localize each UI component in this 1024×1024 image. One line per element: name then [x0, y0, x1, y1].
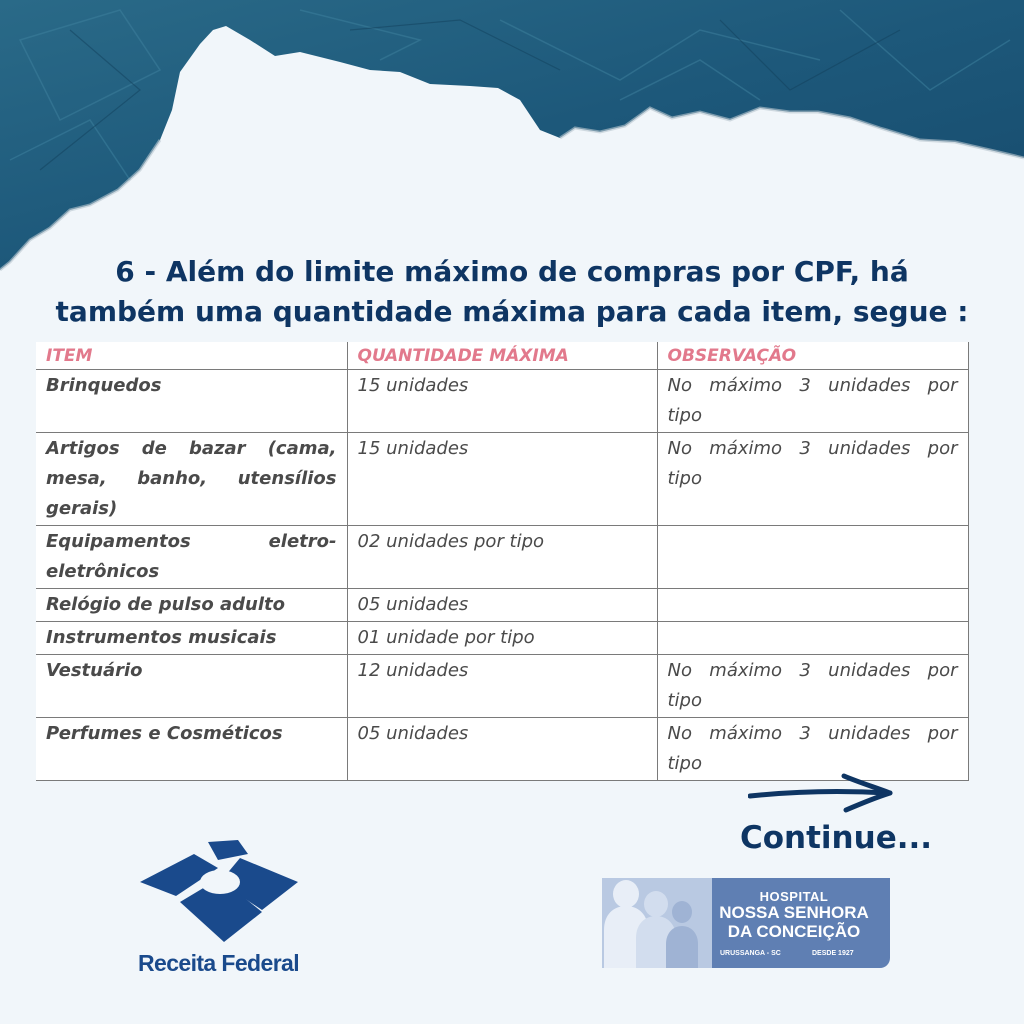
table-header-row [36, 342, 968, 370]
observacao-cell: No máximo 3 unidades por tipo [657, 718, 968, 781]
observacao-cell [657, 526, 968, 589]
item-limits-table-container [36, 342, 968, 781]
item-cell: Brinquedos [36, 370, 347, 433]
hospital-logo-line-3: DA CONCEIÇÃO [727, 922, 861, 941]
people-icon [602, 878, 712, 968]
hospital-logo-city: URUSSANGA - SC [720, 950, 781, 957]
item-cell: Vestuário [36, 655, 347, 718]
quantidade-cell: 05 unidades [347, 718, 657, 781]
item-cell: Relógio de pulso adulto [36, 589, 347, 622]
page-heading [0, 252, 1024, 332]
header-observacao: OBSERVAÇÃO [657, 342, 968, 370]
quantidade-cell: 01 unidade por tipo [347, 622, 657, 655]
observacao-cell [657, 622, 968, 655]
heading-line-1: 6 - Além do limite máximo de compras por CPF, há [115, 255, 909, 288]
item-cell: Instrumentos musicais [36, 622, 347, 655]
quantidade-cell: 15 unidades [347, 433, 657, 526]
header-quantidade-maxima: QUANTIDADE MÁXIMA [347, 342, 657, 370]
quantidade-cell: 15 unidades [347, 370, 657, 433]
item-cell: Equipamentos eletro-eletrônicos [36, 526, 347, 589]
right-arrow-icon[interactable] [748, 770, 896, 816]
hospital-logo [602, 878, 890, 968]
hospital-logo-since: DESDE 1927 [812, 950, 854, 957]
table-row [36, 433, 968, 526]
receita-federal-logo-icon [136, 838, 304, 946]
observacao-cell [657, 589, 968, 622]
table-row [36, 655, 968, 718]
table-row [36, 526, 968, 589]
table-row [36, 622, 968, 655]
table-row [36, 370, 968, 433]
header-item: ITEM [36, 342, 347, 370]
quantidade-cell: 05 unidades [347, 589, 657, 622]
item-cell: Artigos de bazar (cama, mesa, banho, utensílios gerais) [36, 433, 347, 526]
observacao-cell: No máximo 3 unidades por tipo [657, 655, 968, 718]
quantidade-cell: 12 unidades [347, 655, 657, 718]
hospital-logo-line-1: HOSPITAL [759, 889, 829, 904]
quantidade-cell: 02 unidades por tipo [347, 526, 657, 589]
table-row [36, 589, 968, 622]
continue-link[interactable]: Continue... [740, 820, 933, 856]
heading-line-2: também uma quantidade máxima para cada item, segue : [55, 295, 969, 328]
item-limits-table [36, 342, 969, 781]
observacao-cell: No máximo 3 unidades por tipo [657, 433, 968, 526]
receita-federal-logo-text: Receita Federal [138, 950, 300, 976]
hospital-logo-line-2: NOSSA SENHORA [719, 903, 869, 922]
observacao-cell: No máximo 3 unidades por tipo [657, 370, 968, 433]
item-cell: Perfumes e Cosméticos [36, 718, 347, 781]
